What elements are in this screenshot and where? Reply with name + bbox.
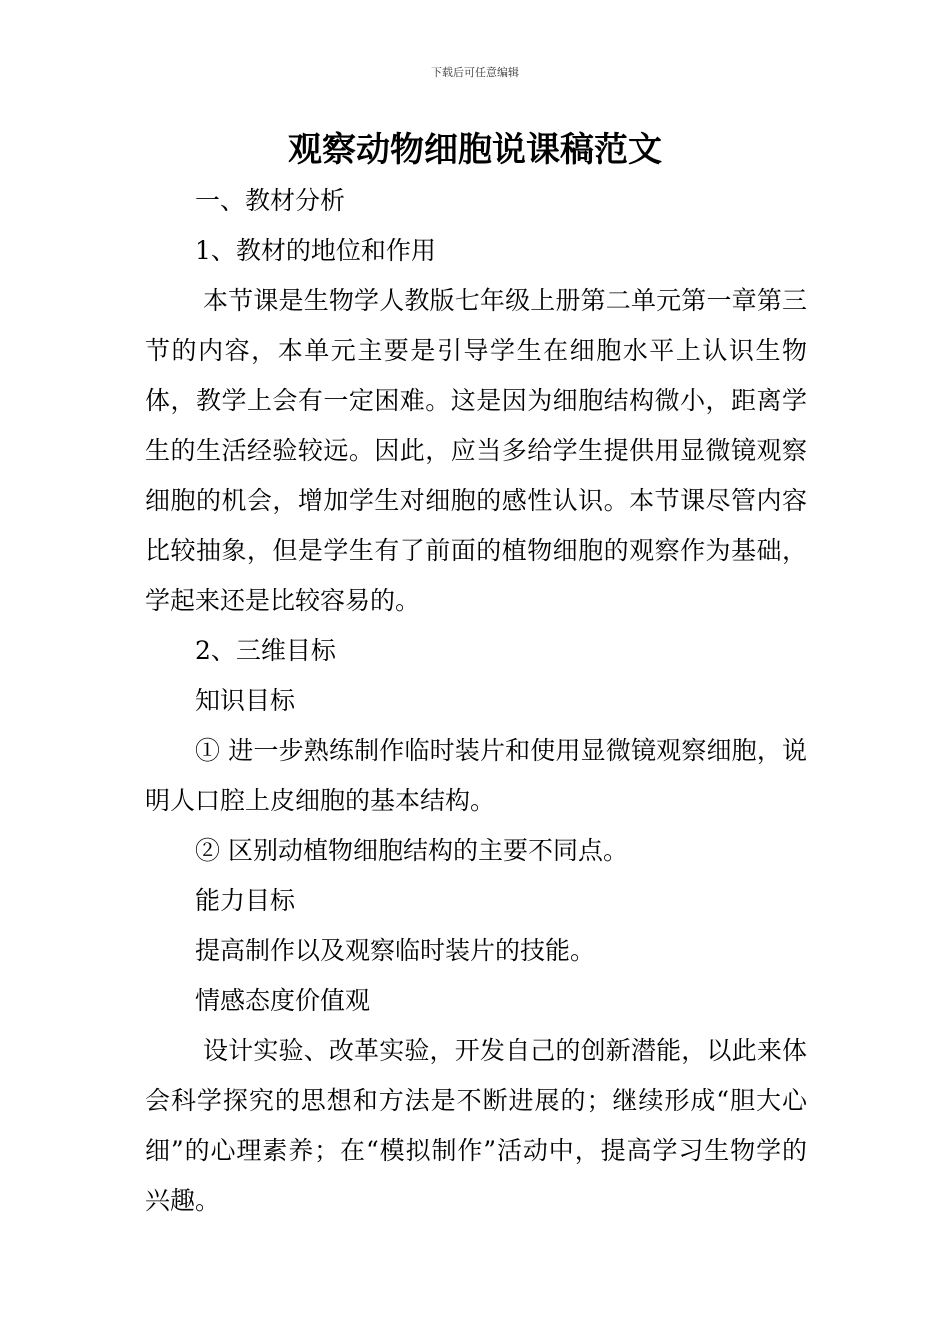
document-title: 观察动物细胞说课稿范文 [288, 130, 662, 170]
subheading-position-role: 1、教材的地位和作用 [195, 236, 436, 265]
knowledge-item-1: ① 进一步熟练制作临时装片和使用显微镜观察细胞，说明人口腔上皮细胞的基本结构。 [145, 736, 807, 815]
heading-knowledge-goals: 知识目标 [195, 686, 296, 715]
heading-emotion-values: 情感态度价值观 [195, 986, 371, 1015]
paragraph-emotion-values: 设计实验、改革实验，开发自己的创新潜能，以此来体会科学探究的思想和方法是不断进展的；继续形成“胆大心细”的心理素养；在“模拟制作”活动中，提高学习生物学的兴趣。 [145, 1036, 807, 1215]
heading-ability-goals: 能力目标 [195, 886, 296, 915]
header-note: 下载后可任意编辑 [431, 66, 519, 79]
document-body [145, 176, 807, 1226]
ability-text: 提高制作以及观察临时装片的技能。 [195, 936, 596, 965]
knowledge-item-2: ② 区别动植物细胞结构的主要不同点。 [195, 836, 628, 865]
subheading-three-goals: 2、三维目标 [195, 636, 336, 665]
paragraph-position-role: 本节课是生物学人教版七年级上册第二单元第一章第三节的内容，本单元主要是引导学生在细胞水平上认识生物体，教学上会有一定困难。这是因为细胞结构微小，距离学生的生活经验较远。因此，应当多给学生提供用显微镜观察细胞的机会，增加学生对细胞的感性认识。本节课尽管内容比较抽象，但是学生有了前面的植物细胞的观察作为基础，学起来还是比较容易的。 [145, 286, 807, 615]
section-heading-materials: 一、教材分析 [195, 186, 346, 215]
